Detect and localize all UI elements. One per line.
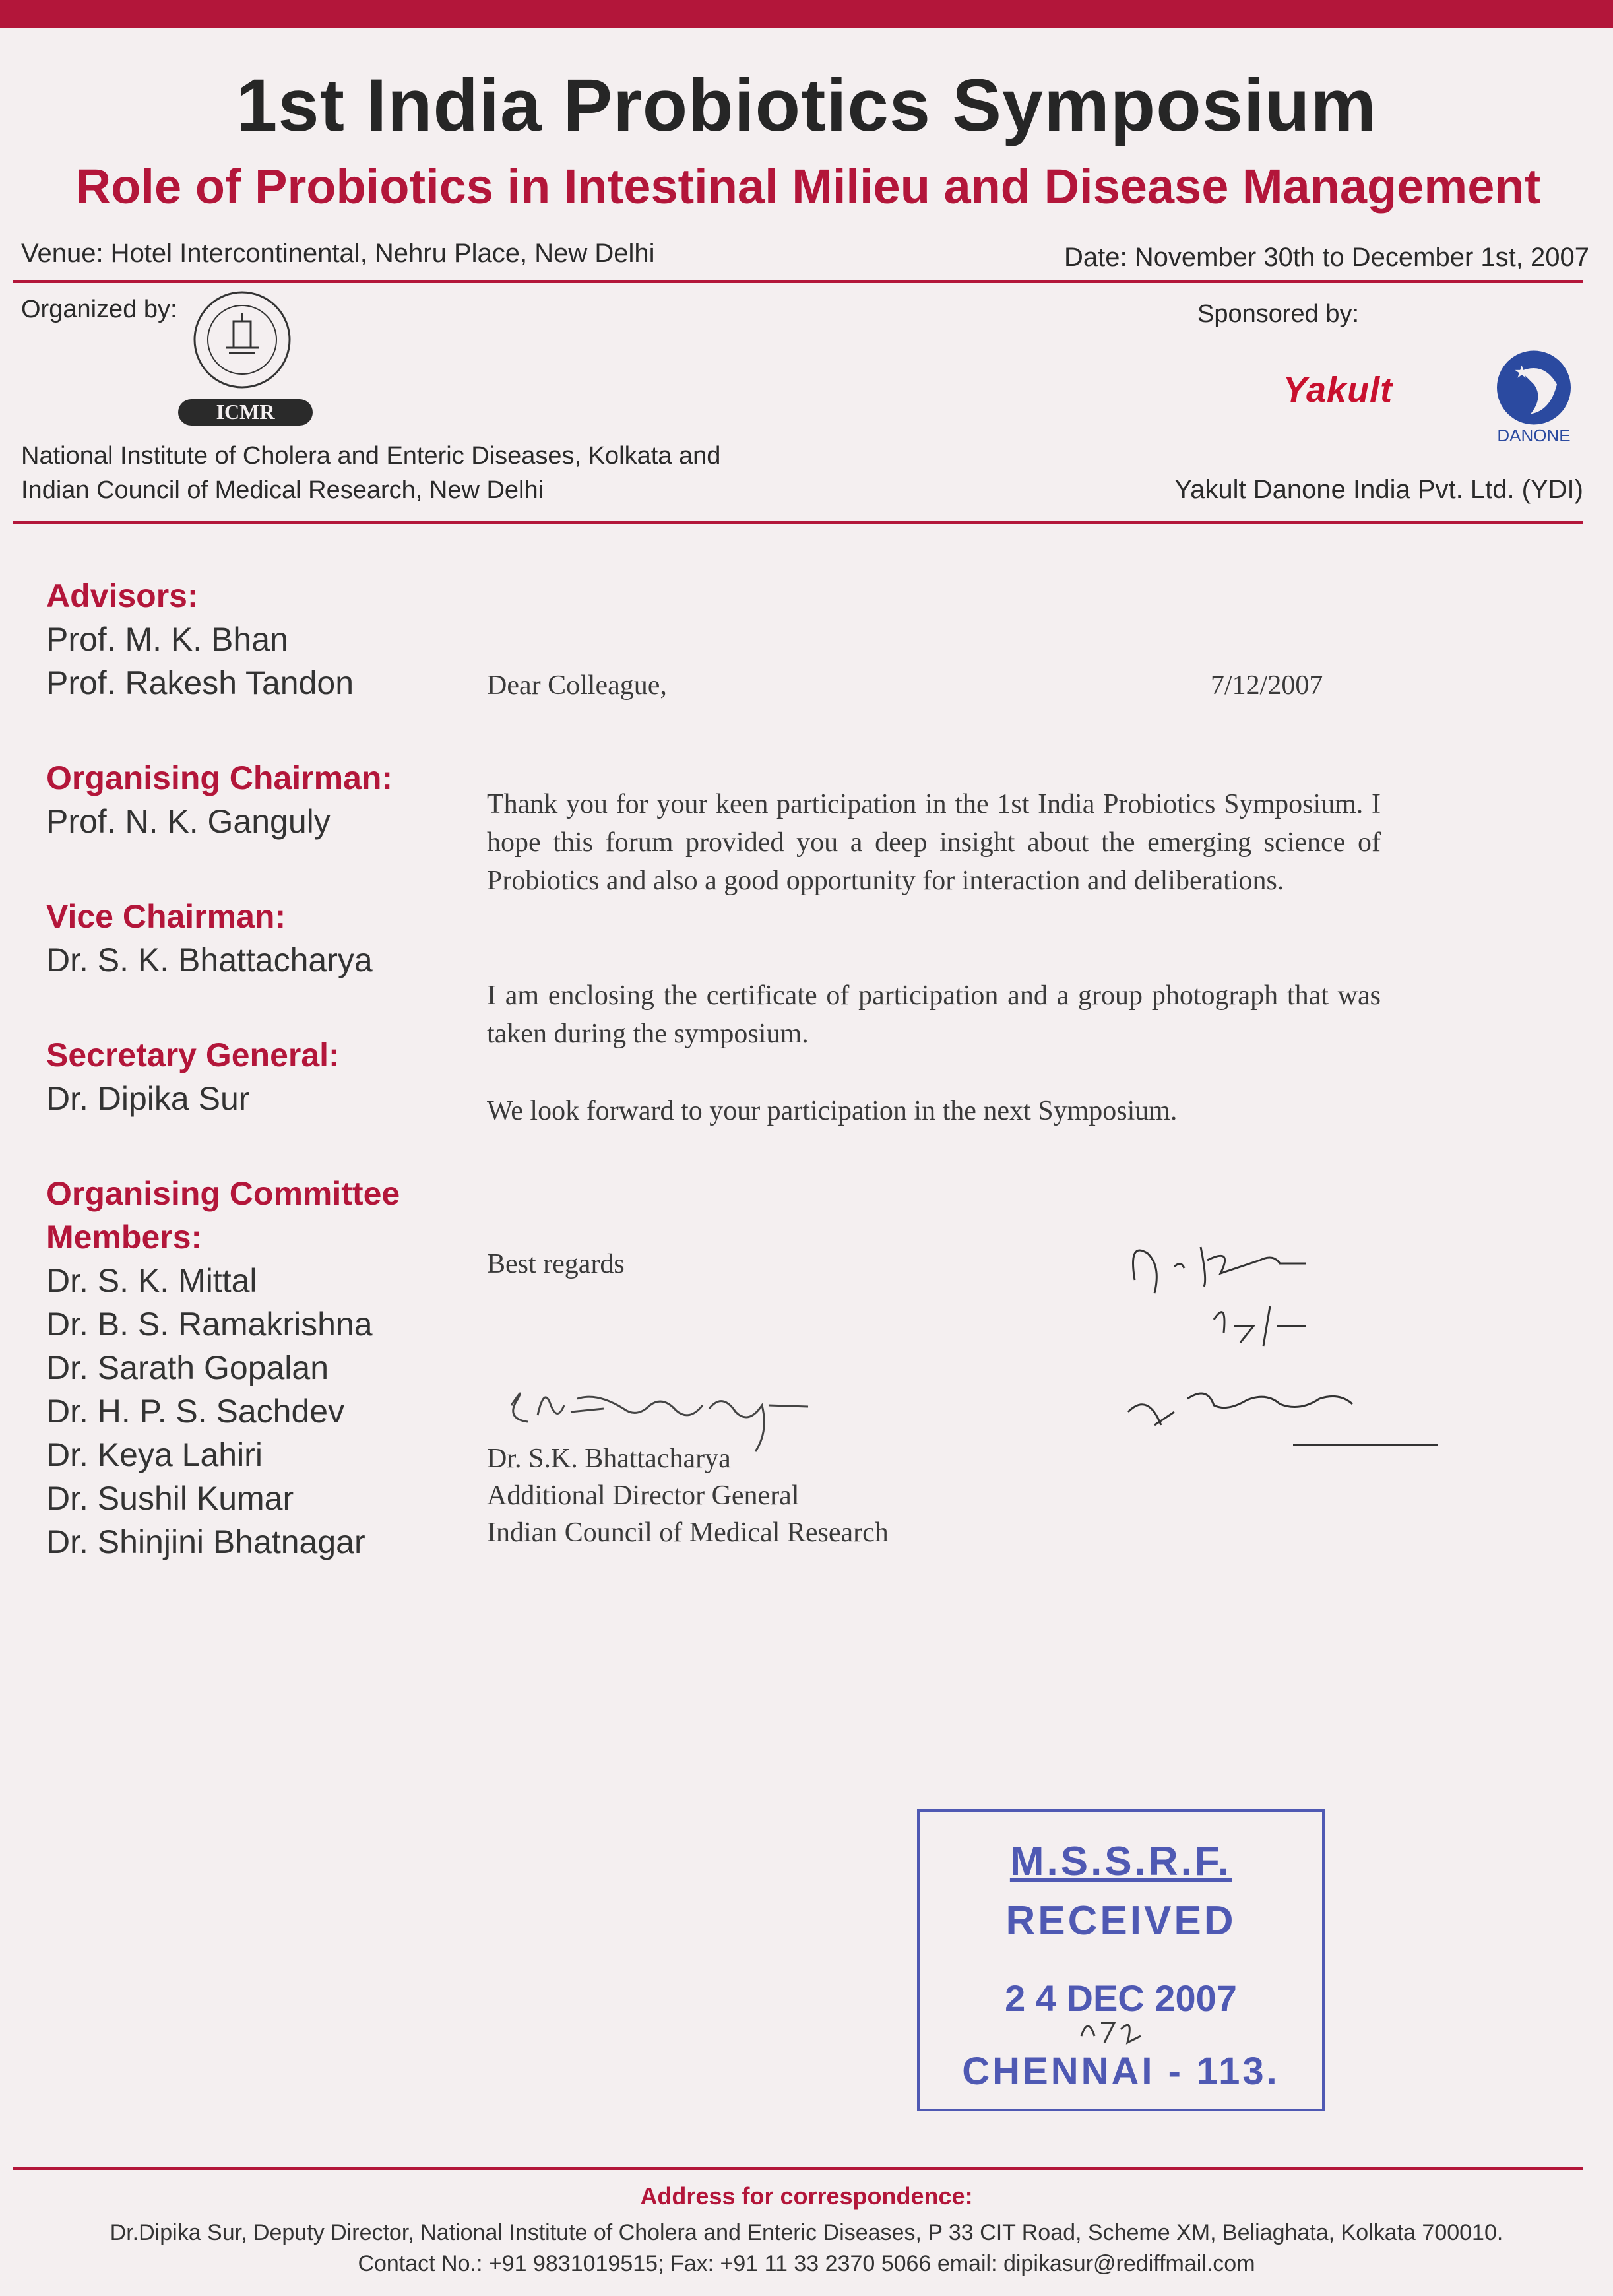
stamp-org: M.S.S.R.F.	[1009, 1839, 1232, 1884]
stamp-city: CHENNAI - 113.	[962, 2050, 1280, 2093]
venue-text: Venue: Hotel Intercontinental, Nehru Place, New Delhi	[21, 239, 655, 268]
stamp-date: 2 4 DEC 2007	[1005, 1977, 1237, 2019]
chairman-heading: Organising Chairman:	[46, 759, 393, 796]
header-divider	[13, 280, 1583, 283]
vice-chairman-name: Dr. S. K. Bhattacharya	[46, 941, 373, 978]
yakult-logo: Yakult	[1283, 370, 1393, 410]
svg-text:★: ★	[1514, 362, 1530, 382]
received-stamp	[917, 1809, 1325, 2111]
danone-wordmark: DANONE	[1497, 426, 1571, 445]
stamp-status: RECEIVED	[1005, 1898, 1236, 1944]
icmr-logo-text: ICMR	[216, 400, 275, 424]
top-accent-bar	[0, 0, 1613, 28]
sponsor-name: Yakult Danone India Pvt. Ltd. (YDI)	[1174, 475, 1583, 504]
signatory-name: Dr. S.K. Bhattacharya	[487, 1444, 731, 1474]
organizer-divider	[13, 521, 1583, 524]
symposium-title: 1st India Probiotics Symposium	[236, 64, 1377, 146]
signatory-designation: Additional Director General	[487, 1481, 800, 1511]
stamp-handwriting-icon	[1075, 2010, 1154, 2049]
committee-section	[46, 1172, 416, 1564]
signatory-block	[487, 1440, 889, 1551]
advisor-name: Prof. M. K. Bhan	[46, 621, 288, 658]
committee-member: Dr. Keya Lahiri	[46, 1436, 263, 1473]
icmr-logo-icon	[173, 287, 325, 432]
committee-heading-cont: Members:	[46, 1219, 203, 1256]
closing: Best regards	[487, 1249, 625, 1279]
committee-sidebar	[46, 574, 416, 1615]
danone-logo-icon	[1494, 343, 1573, 439]
salutation: Dear Colleague,	[487, 670, 667, 701]
letter-paragraph-3: We look forward to your participation in the next Symposium.	[487, 1096, 1178, 1126]
committee-heading: Organising Committee	[46, 1175, 400, 1212]
committee-member: Dr. S. K. Mittal	[46, 1262, 257, 1299]
event-date: Date: November 30th to December 1st, 2007	[1064, 243, 1589, 272]
chairman-section	[46, 756, 416, 843]
organizer-line-1: National Institute of Cholera and Enteric Diseases, Kolkata and	[21, 442, 721, 470]
secretary-heading: Secretary General:	[46, 1036, 340, 1073]
committee-member: Dr. Sarath Gopalan	[46, 1349, 329, 1386]
correspondence-heading: Address for correspondence:	[640, 2183, 973, 2210]
organized-by-label: Organized by:	[21, 296, 177, 323]
letter-paragraph-1: Thank you for your keen participation in the 1st India Probiotics Symposium. I hope this forum provided you a deep insight about the emerging science of Probiotics and also a good opportunity for interaction and deliberations.	[487, 789, 1381, 896]
secretary-section	[46, 1033, 416, 1120]
committee-member: Dr. B. S. Ramakrishna	[46, 1306, 373, 1343]
vice-chairman-section	[46, 895, 416, 982]
letter-paragraph-2: I am enclosing the certificate of participation and a group photograph that was taken during the symposium.	[487, 980, 1381, 1049]
organizer-names	[21, 439, 720, 507]
committee-member: Dr. H. P. S. Sachdev	[46, 1393, 345, 1430]
symposium-subtitle: Role of Probiotics in Intestinal Milieu and Disease Management	[75, 159, 1541, 214]
committee-member: Dr. Shinjini Bhatnagar	[46, 1523, 365, 1560]
correspondence-contact: Contact No.: +91 9831019515; Fax: +91 11 33 2370 5066 email: dipikasur@rediffmail.com	[358, 2251, 1255, 2276]
sponsored-by-label: Sponsored by:	[1197, 300, 1360, 328]
organizer-line-2: Indian Council of Medical Research, New Delhi	[21, 476, 544, 504]
signatory-organization: Indian Council of Medical Research	[487, 1517, 889, 1548]
chairman-name: Prof. N. K. Ganguly	[46, 803, 331, 840]
committee-member: Dr. Sushil Kumar	[46, 1480, 294, 1517]
vice-chairman-heading: Vice Chairman:	[46, 898, 286, 935]
advisor-name: Prof. Rakesh Tandon	[46, 664, 354, 701]
footer-divider	[13, 2167, 1583, 2170]
handwritten-annotation-icon	[1108, 1227, 1478, 1478]
letter-date: 7/12/2007	[1211, 670, 1323, 701]
advisors-section	[46, 574, 416, 705]
secretary-name: Dr. Dipika Sur	[46, 1080, 250, 1117]
advisors-heading: Advisors:	[46, 577, 199, 614]
correspondence-address: Dr.Dipika Sur, Deputy Director, National Institute of Cholera and Enteric Diseases, P 33 CIT Road, Scheme XM, Beliaghata, Kolkata 700010.	[110, 2220, 1503, 2245]
